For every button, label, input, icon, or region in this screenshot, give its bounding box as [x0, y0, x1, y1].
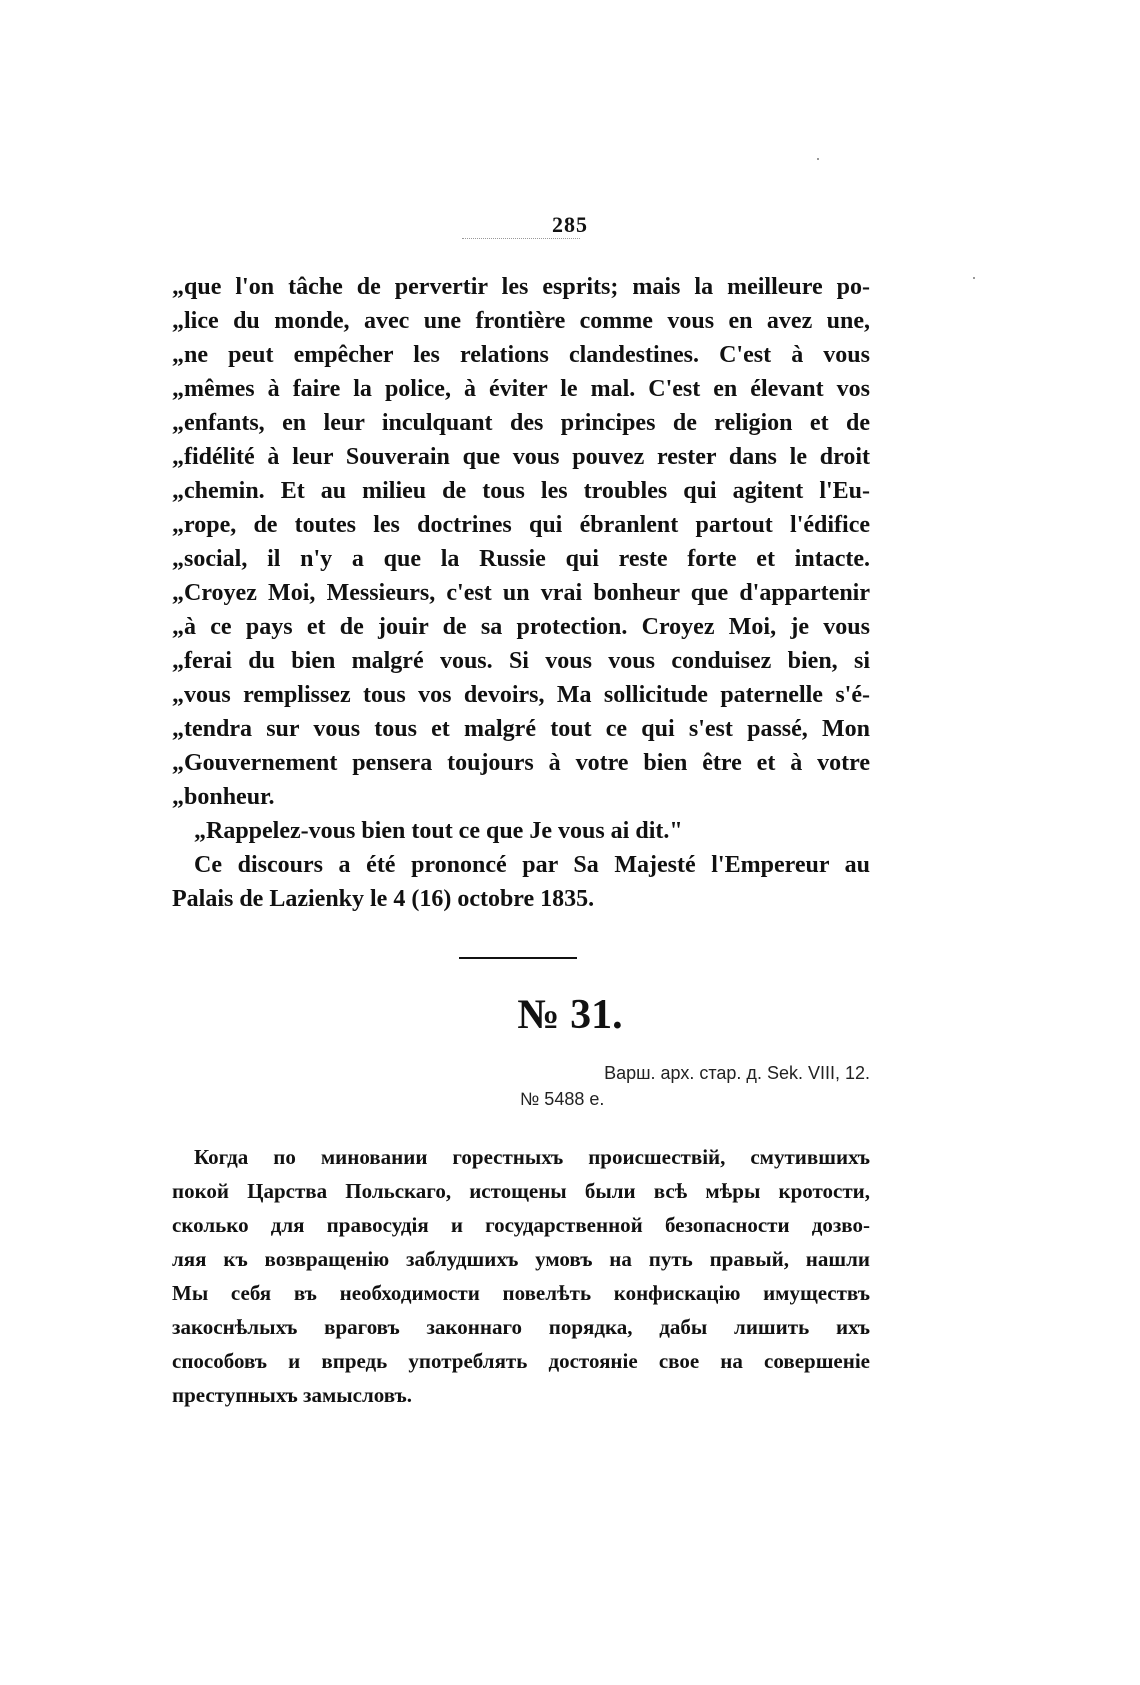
archive-reference-line-2: № 5488 е.: [520, 1089, 605, 1109]
french-line-12: „ferai du bien malgré vous. Si vous vous conduisez bien, si: [172, 648, 870, 674]
french-line-10: „Croyez Moi, Messieurs, c'est un vrai bonheur que d'appartenir: [172, 580, 870, 606]
page-number: 285: [552, 212, 588, 237]
russian-line-6: закоснѣлыхъ враговъ законнаго порядка, дабы лишить ихъ: [172, 1315, 870, 1339]
russian-line-3: сколько для правосудія и государственной безопасности дозво-: [172, 1213, 870, 1237]
russian-line-8: преступныхъ замысловъ.: [172, 1383, 413, 1407]
russian-decree-text: [172, 1140, 870, 1412]
russian-line-1: Когда по миновании горестныхъ происшествій, смутившихъ: [194, 1145, 870, 1169]
french-speech-text: [172, 270, 870, 916]
document-number-heading: № 31.: [517, 992, 623, 1038]
french-line-7: „chemin. Et au milieu de tous les troubles qui agitent l'Eu-: [172, 478, 870, 504]
french-line-1: „que l'on tâche de pervertir les esprits; mais la meilleure po-: [172, 274, 870, 300]
note-line-2: Palais de Lazienky le 4 (16) octobre 1835.: [172, 886, 595, 912]
french-line-14: „tendra sur vous tous et malgré tout ce qui s'est passé, Mon: [172, 716, 870, 742]
russian-line-7: способовъ и впредь употреблять достояніе свое на совершеніе: [172, 1349, 870, 1373]
page-number-underline: [462, 238, 580, 239]
stray-mark-top: [817, 158, 819, 160]
french-line-4: „mêmes à faire la police, à éviter le mal. C'est en élevant vos: [172, 376, 870, 402]
french-line-2: „lice du monde, avec une frontière comme vous en avez une,: [172, 308, 870, 334]
note-line-1: Ce discours a été prononcé par Sa Majesté l'Empereur au: [194, 852, 870, 878]
section-divider: [459, 957, 577, 959]
french-line-13: „vous remplissez tous vos devoirs, Ma sollicitude paternelle s'é-: [172, 682, 870, 708]
closing-quote-line: „Rappelez-vous bien tout ce que Je vous ai dit.": [194, 818, 683, 844]
french-line-9: „social, il n'y a que la Russie qui reste forte et intacte.: [172, 546, 870, 572]
stray-mark-margin: [973, 277, 975, 279]
french-line-8: „rope, de toutes les doctrines qui ébranlent partout l'édifice: [172, 512, 870, 538]
russian-line-5: Мы себя въ необходимости повелѣть конфискацію имуществъ: [172, 1281, 870, 1305]
french-line-3: „ne peut empêcher les relations clandestines. C'est à vous: [172, 342, 870, 368]
french-line-16: „bonheur.: [172, 784, 275, 810]
archive-reference: [520, 1060, 870, 1112]
french-line-11: „à ce pays et de jouir de sa protection. Croyez Moi, je vous: [172, 614, 870, 640]
russian-line-2: покой Царства Польскаго, истощены были всѣ мѣры кротости,: [172, 1179, 870, 1203]
russian-line-4: ляя къ возвращенію заблудшихъ умовъ на путь правый, нашли: [172, 1247, 870, 1271]
french-line-6: „fidélité à leur Souverain que vous pouvez rester dans le droit: [172, 444, 870, 470]
archive-reference-line-1: Варш. арх. стар. д. Sek. VIII, 12.: [604, 1063, 870, 1083]
french-line-15: „Gouvernement pensera toujours à votre bien être et à votre: [172, 750, 870, 776]
french-line-5: „enfants, en leur inculquant des principes de religion et de: [172, 410, 870, 436]
